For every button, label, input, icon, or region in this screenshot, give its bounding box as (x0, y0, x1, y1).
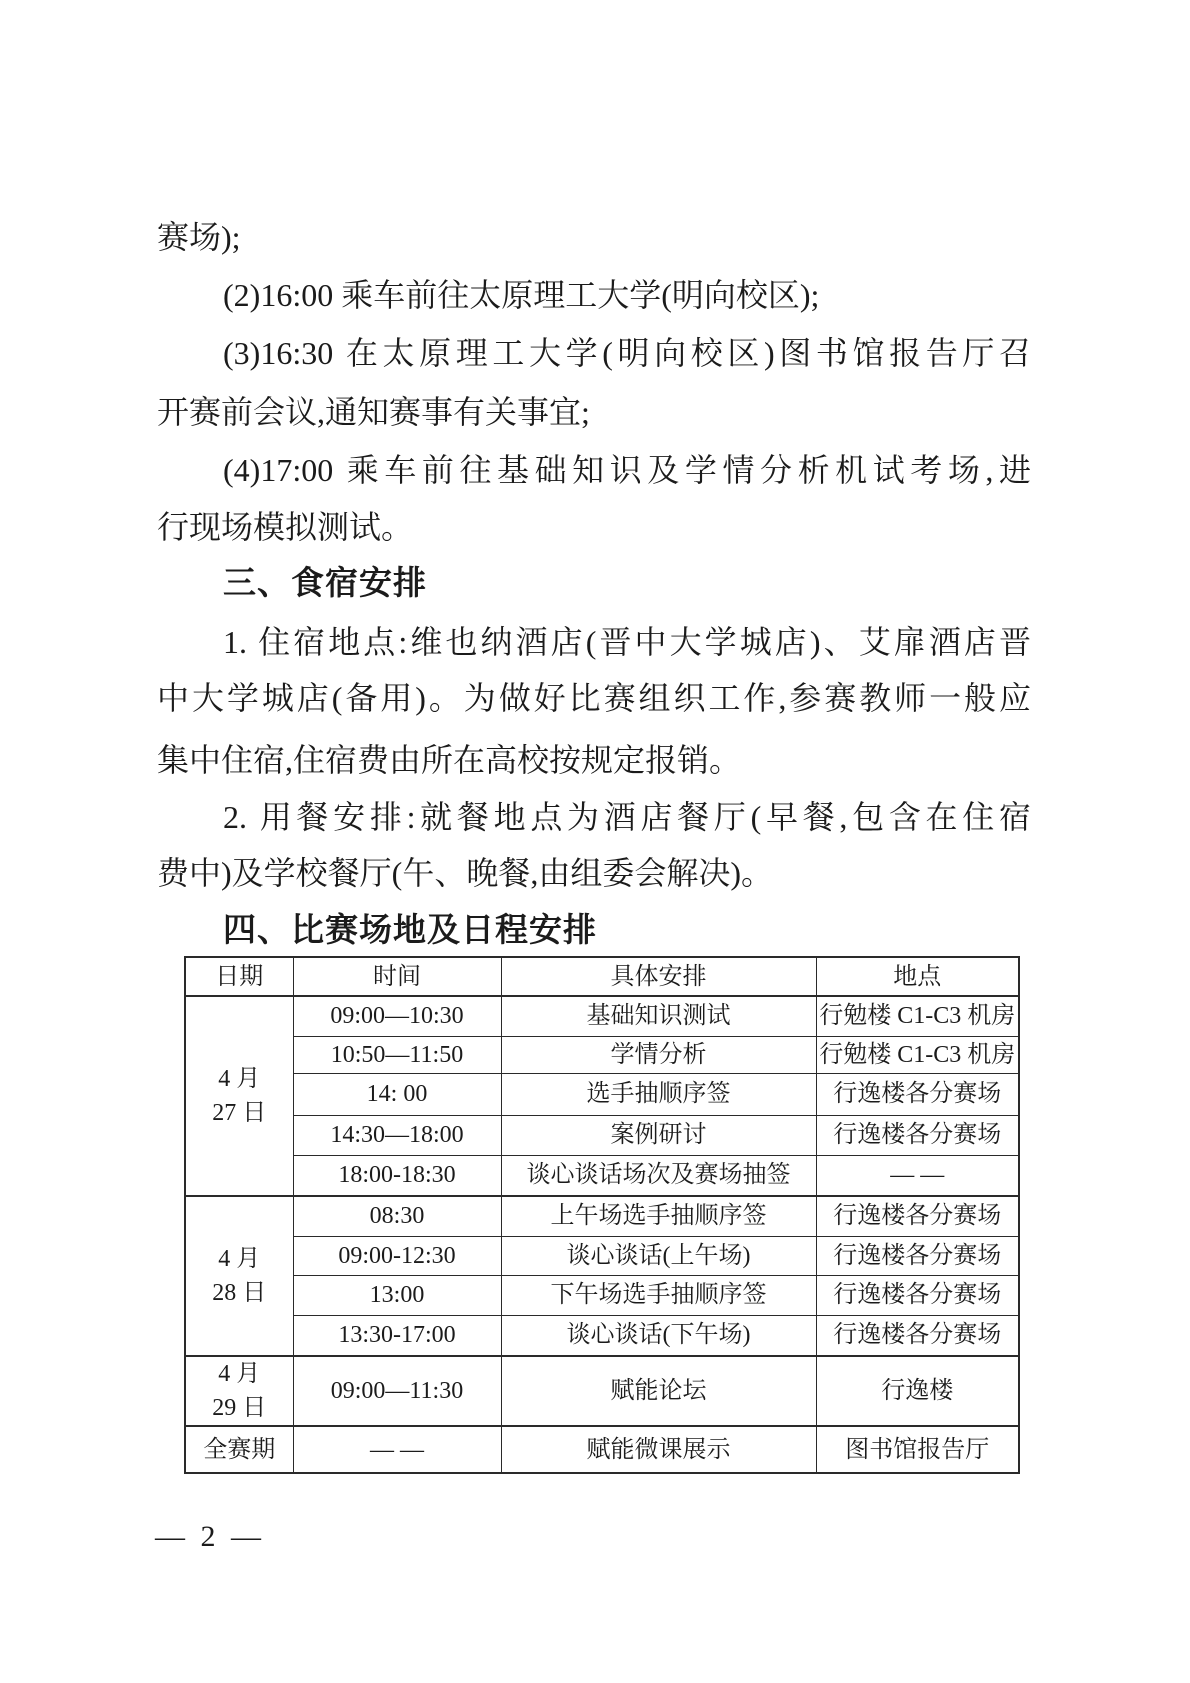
location-cell: 行勉楼 C1-C3 机房 (816, 1036, 1019, 1073)
activity-cell: 谈心谈话(上午场) (501, 1236, 816, 1275)
time-cell: 09:00—10:30 (293, 996, 501, 1036)
activity-cell: 赋能论坛 (501, 1356, 816, 1426)
body-line: 费中)及学校餐厅(午、晚餐,由组委会解决)。 (157, 855, 773, 891)
activity-cell: 谈心谈话(下午场) (501, 1315, 816, 1356)
time-cell: 13:00 (293, 1275, 501, 1315)
location-cell: 行逸楼 (816, 1356, 1019, 1426)
body-line: 赛场); (157, 219, 241, 255)
activity-cell: 选手抽顺序签 (501, 1073, 816, 1115)
time-cell: — — (293, 1426, 501, 1473)
activity-cell: 赋能微课展示 (501, 1426, 816, 1473)
date-line: 27 日 (212, 1100, 267, 1126)
activity-cell: 谈心谈话场次及赛场抽签 (501, 1155, 816, 1196)
location-cell: 行逸楼各分赛场 (816, 1196, 1019, 1236)
location-cell: 行逸楼各分赛场 (816, 1315, 1019, 1356)
table-header-location: 地点 (816, 957, 1019, 996)
date-line: 28 日 (212, 1280, 267, 1306)
location-cell: 行逸楼各分赛场 (816, 1275, 1019, 1315)
activity-cell: 案例研讨 (501, 1115, 816, 1155)
location-cell: 行勉楼 C1-C3 机房 (816, 996, 1019, 1036)
location-cell: — — (816, 1155, 1019, 1196)
location-cell: 行逸楼各分赛场 (816, 1236, 1019, 1275)
activity-cell: 基础知识测试 (501, 996, 816, 1036)
time-cell: 09:00-12:30 (293, 1236, 501, 1275)
time-cell: 13:30-17:00 (293, 1315, 501, 1356)
body-line: (4)17:00 乘车前往基础知识及学情分析机试考场,进 (223, 452, 1031, 488)
section-heading-accommodation: 三、食宿安排 (223, 564, 427, 601)
activity-cell: 下午场选手抽顺序签 (501, 1275, 816, 1315)
activity-cell: 上午场选手抽顺序签 (501, 1196, 816, 1236)
table-header-date: 日期 (185, 957, 293, 996)
page-number: — 2 — (155, 1520, 265, 1553)
location-cell: 图书馆报告厅 (816, 1426, 1019, 1473)
body-line: (3)16:30 在太原理工大学(明向校区)图书馆报告厅召 (223, 335, 1031, 371)
date-cell-apr27 (185, 996, 293, 1196)
time-cell: 14: 00 (293, 1073, 501, 1115)
body-line: 开赛前会议,通知赛事有关事宜; (157, 394, 590, 430)
table-header-activity: 具体安排 (501, 957, 816, 996)
date-cell-whole-period (185, 1426, 293, 1473)
time-cell: 08:30 (293, 1196, 501, 1236)
date-line: 全赛期 (203, 1436, 276, 1463)
table-header-time: 时间 (293, 957, 501, 996)
body-line: 行现场模拟测试。 (157, 509, 414, 545)
date-line: 29 日 (212, 1395, 267, 1421)
date-line: 4 月 (218, 1246, 261, 1272)
date-line: 4 月 (218, 1066, 261, 1092)
time-cell: 14:30—18:00 (293, 1115, 501, 1155)
time-cell: 09:00—11:30 (293, 1356, 501, 1426)
body-line: 1. 住宿地点:维也纳酒店(晋中大学城店)、艾扉酒店晋 (223, 624, 1031, 660)
body-line: (2)16:00 乘车前往太原理工大学(明向校区); (223, 277, 820, 313)
date-cell-apr28 (185, 1196, 293, 1356)
time-cell: 10:50—11:50 (293, 1036, 501, 1073)
body-line: 集中住宿,住宿费由所在高校按规定报销。 (157, 742, 742, 778)
location-cell: 行逸楼各分赛场 (816, 1073, 1019, 1115)
date-cell-apr29 (185, 1356, 293, 1426)
body-line: 2. 用餐安排:就餐地点为酒店餐厅(早餐,包含在住宿 (223, 799, 1031, 835)
schedule-table (184, 956, 1020, 1474)
location-cell: 行逸楼各分赛场 (816, 1115, 1019, 1155)
date-line: 4 月 (218, 1361, 261, 1387)
activity-cell: 学情分析 (501, 1036, 816, 1073)
section-heading-schedule: 四、比赛场地及日程安排 (223, 911, 597, 948)
body-line: 中大学城店(备用)。为做好比赛组织工作,参赛教师一般应 (157, 680, 1031, 716)
time-cell: 18:00-18:30 (293, 1155, 501, 1196)
